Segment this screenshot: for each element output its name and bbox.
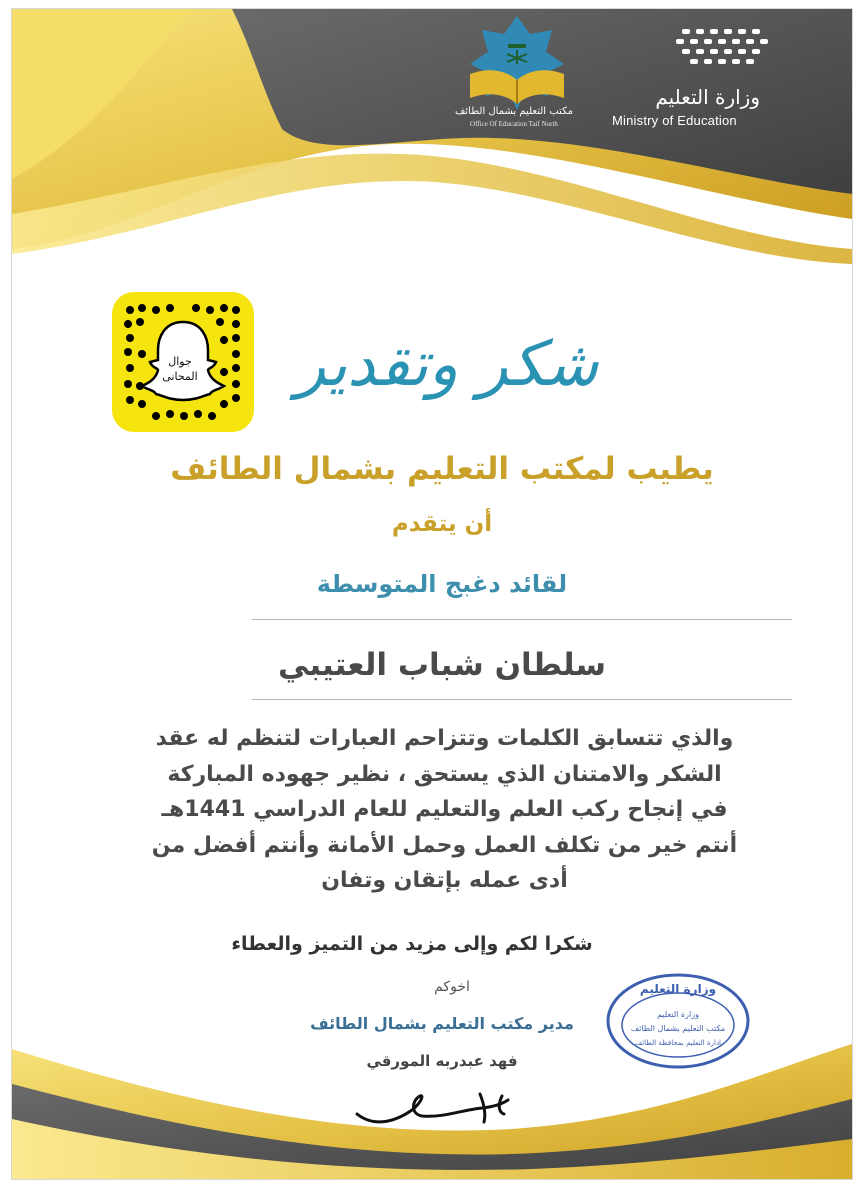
signature-salutation: اخوكم <box>434 979 470 995</box>
divider-bottom <box>252 699 792 700</box>
handwritten-signature-icon <box>352 1074 532 1134</box>
signature-name: فهد عبدربه المورقي <box>366 1052 518 1070</box>
body-line: أنتم خير من تكلف العمل وحمل الأمانة وأنتم أفضل من <box>151 832 738 858</box>
recipient-role: لقائد دغبج المتوسطة <box>316 570 568 598</box>
ministry-name-arabic: وزارة التعليم <box>655 85 760 109</box>
certificate-title: شكر وتقدير <box>295 327 599 400</box>
body-line: الشكر والامتنان الذي يستحق ، نظير جهوده المباركة <box>167 761 722 787</box>
recipient-name: سلطان شباب العتيبي <box>277 647 607 683</box>
snapcode-label-line2: المحانى <box>162 370 198 383</box>
intro-line: يطيب لمكتب التعليم بشمال الطائف <box>170 451 714 487</box>
office-name-english: Office Of Education Taif North <box>470 120 558 128</box>
certificate-frame <box>11 8 853 1180</box>
signature-position: مدير مكتب التعليم بشمال الطائف <box>310 1014 574 1033</box>
snapcode-label-line1: جوال <box>168 355 192 368</box>
stamp-top-text: وزارة التعليم <box>639 982 717 996</box>
certificate-body <box>92 721 797 899</box>
office-name-arabic: مكتب التعليم بشمال الطائف <box>455 106 573 117</box>
body-line: في إنجاح ركب العلم والتعليم للعام الدراسي 1441هـ <box>161 797 728 822</box>
snapcode-label <box>150 354 210 384</box>
stamp-line: ادارة التعليم بمحافظة الطائف <box>634 1039 722 1047</box>
ministry-name-english: Ministry of Education <box>612 113 737 128</box>
intro-line-2: أن يتقدم <box>391 511 493 537</box>
stamp-line: مكتب التعليم بشمال الطائف <box>630 1024 726 1033</box>
divider-top <box>252 619 792 620</box>
body-line: والذي تتسابق الكلمات وتتزاحم العبارات لتنظم له عقد <box>155 726 734 751</box>
body-line: أدى عمله بإتقان وتفان <box>321 868 568 893</box>
stamp-line: وزارة التعليم <box>657 1010 699 1019</box>
official-stamp-icon <box>604 971 752 1071</box>
closing-line: شكرا لكم وإلى مزيد من التميز والعطاء <box>231 933 593 955</box>
